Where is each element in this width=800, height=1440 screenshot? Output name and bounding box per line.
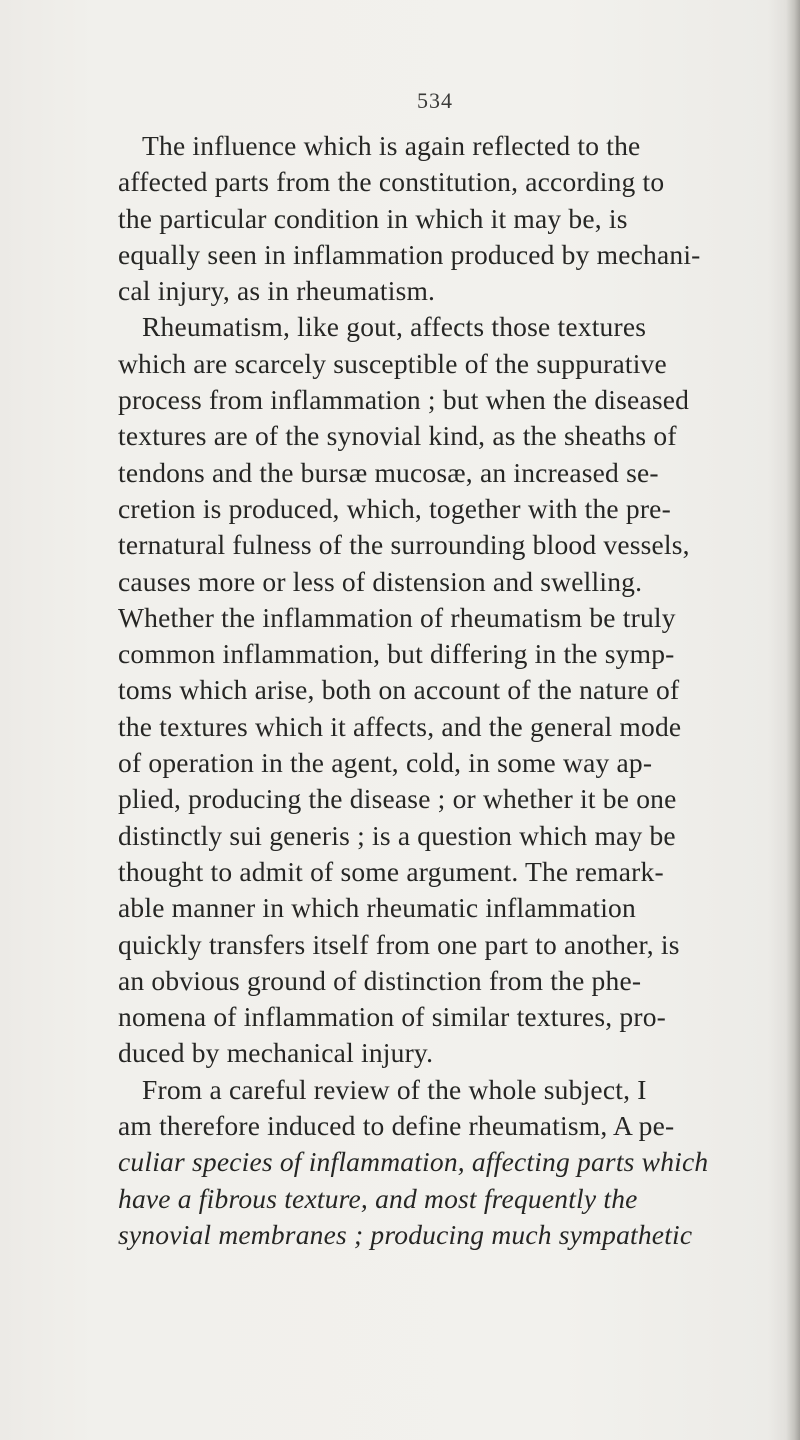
page-number: 534	[417, 88, 453, 113]
text-line: causes more or less of distension and swelling.	[118, 565, 643, 597]
text-line: cretion is produced, which, together with the pre-	[118, 492, 671, 524]
text-line: the particular condition in which it may be, is	[118, 202, 628, 234]
text-line: affected parts from the constitution, according to	[118, 166, 665, 198]
text-line: of operation in the agent, cold, in some way ap-	[118, 747, 653, 779]
text-line: Whether the inflammation of rheumatism be truly	[118, 601, 676, 633]
text-line: thought to admit of some argument. The remark-	[118, 855, 664, 887]
body-text	[118, 128, 800, 1253]
text-line: the textures which it affects, and the general mode	[118, 710, 682, 742]
text-line: duced by mechanical injury.	[118, 1037, 434, 1069]
text-line: an obvious ground of distinction from the phe-	[118, 964, 642, 996]
text-line: textures are of the synovial kind, as the sheaths of	[118, 420, 677, 452]
text-line: am therefore induced to define rheumatism, A pe-	[118, 1110, 675, 1142]
text-line: distinctly sui generis ; is a question which may be	[118, 819, 676, 851]
text-line: From a careful review of the whole subject, I	[142, 1073, 647, 1105]
text-line: quickly transfers itself from one part to another, is	[118, 928, 680, 960]
text-line: which are scarcely susceptible of the suppurative	[118, 347, 667, 379]
text-line: toms which arise, both on account of the nature of	[118, 674, 680, 706]
text-line: process from inflammation ; but when the diseased	[118, 384, 690, 416]
text-line: able manner in which rheumatic inflammation	[118, 892, 636, 924]
text-line: cal injury, as in rheumatism.	[118, 275, 436, 307]
text-line: equally seen in inflammation produced by mechani-	[118, 238, 701, 270]
text-line: Rheumatism, like gout, affects those textures	[142, 311, 647, 343]
text-line-italic: have a fibrous texture, and most frequently the	[118, 1182, 638, 1214]
text-line: tendons and the bursæ mucosæ, an increased se-	[118, 456, 659, 488]
text-line-italic: synovial membranes ; producing much sympathetic	[118, 1218, 693, 1250]
text-line: nomena of inflammation of similar textures, pro-	[118, 1001, 666, 1033]
text-line: plied, producing the disease ; or whether it be one	[118, 783, 677, 815]
text-line: ternatural fulness of the surrounding blood vessels,	[118, 529, 690, 561]
text-line: The influence which is again reflected to the	[142, 130, 641, 161]
text-line-italic: culiar species of inflammation, affecting parts which	[118, 1146, 709, 1178]
text-line: common inflammation, but differing in the symp-	[118, 638, 675, 670]
